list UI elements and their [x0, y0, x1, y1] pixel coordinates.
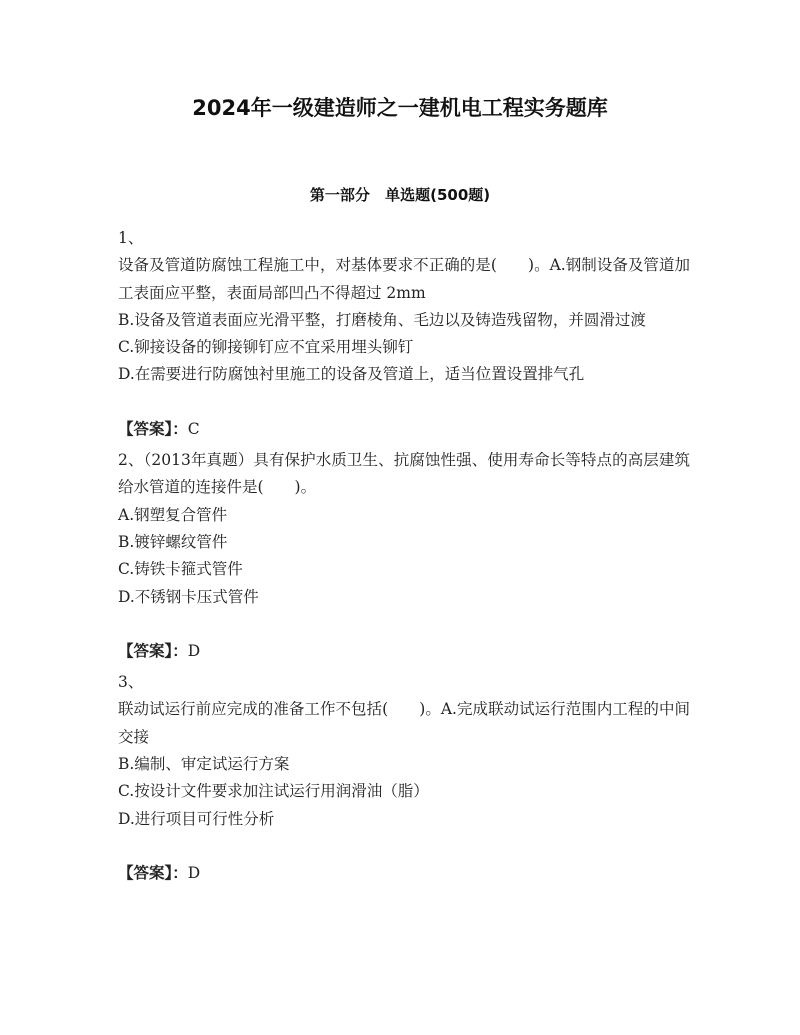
answer-value: D: [187, 641, 201, 660]
question-2: [118, 447, 690, 611]
answer-value: D: [187, 863, 201, 882]
answer-label: 【答案】：: [118, 641, 188, 660]
question-number: 3、: [118, 673, 144, 692]
question-number: 2、: [118, 451, 144, 470]
question-stem: 设备及管道防腐蚀工程施工中，对基体要求不正确的是( )。A.钢制设备及管道加工表面应平整，表面局部凹凸不得超过 2mm: [118, 256, 690, 302]
question-option-c: C.铸铁卡箍式管件: [118, 560, 243, 579]
answer-label: 【答案】：: [118, 419, 188, 438]
document-title: 2024年一级建造师之一建机电工程实务题库: [192, 96, 608, 120]
question-option-a: A.钢塑复合管件: [118, 505, 228, 524]
section-title: 第一部分 单选题(500题): [309, 186, 491, 204]
question-option-b: B.编制、审定试运行方案: [118, 755, 290, 774]
question-1: [118, 225, 690, 389]
question-option-d: D.进行项目可行性分析: [118, 809, 275, 828]
answer-value: C: [187, 419, 200, 438]
question-stem: 2、（2013年真题）具有保护水质卫生、抗腐蚀性强、使用寿命长等特点的高层建筑给水管道的连接件是( )。: [118, 451, 690, 497]
question-stem: 联动试运行前应完成的准备工作不包括( )。A.完成联动试运行范围内工程的中间交接: [118, 700, 690, 746]
question-option-d: D.在需要进行防腐蚀衬里施工的设备及管道上，适当位置设置排气孔: [118, 365, 585, 384]
question-option-b: B.设备及管道表面应光滑平整，打磨棱角、毛边以及铸造残留物，并圆滑过渡: [118, 310, 646, 329]
question-list: [118, 225, 690, 887]
question-option-b: B.镀锌螺纹管件: [118, 532, 228, 551]
question-3: [118, 669, 690, 833]
question-option-c: C.铆接设备的铆接铆钉应不宜采用埋头铆钉: [118, 338, 414, 357]
answer-label: 【答案】：: [118, 863, 188, 882]
answer-3: [118, 860, 690, 887]
answer-2: [118, 638, 690, 665]
question-option-d: D.不锈钢卡压式管件: [118, 587, 259, 606]
question-number: 1、: [118, 229, 144, 247]
question-option-c: C.按设计文件要求加注试运行用润滑油（脂）: [118, 782, 429, 801]
answer-1: [118, 416, 690, 443]
